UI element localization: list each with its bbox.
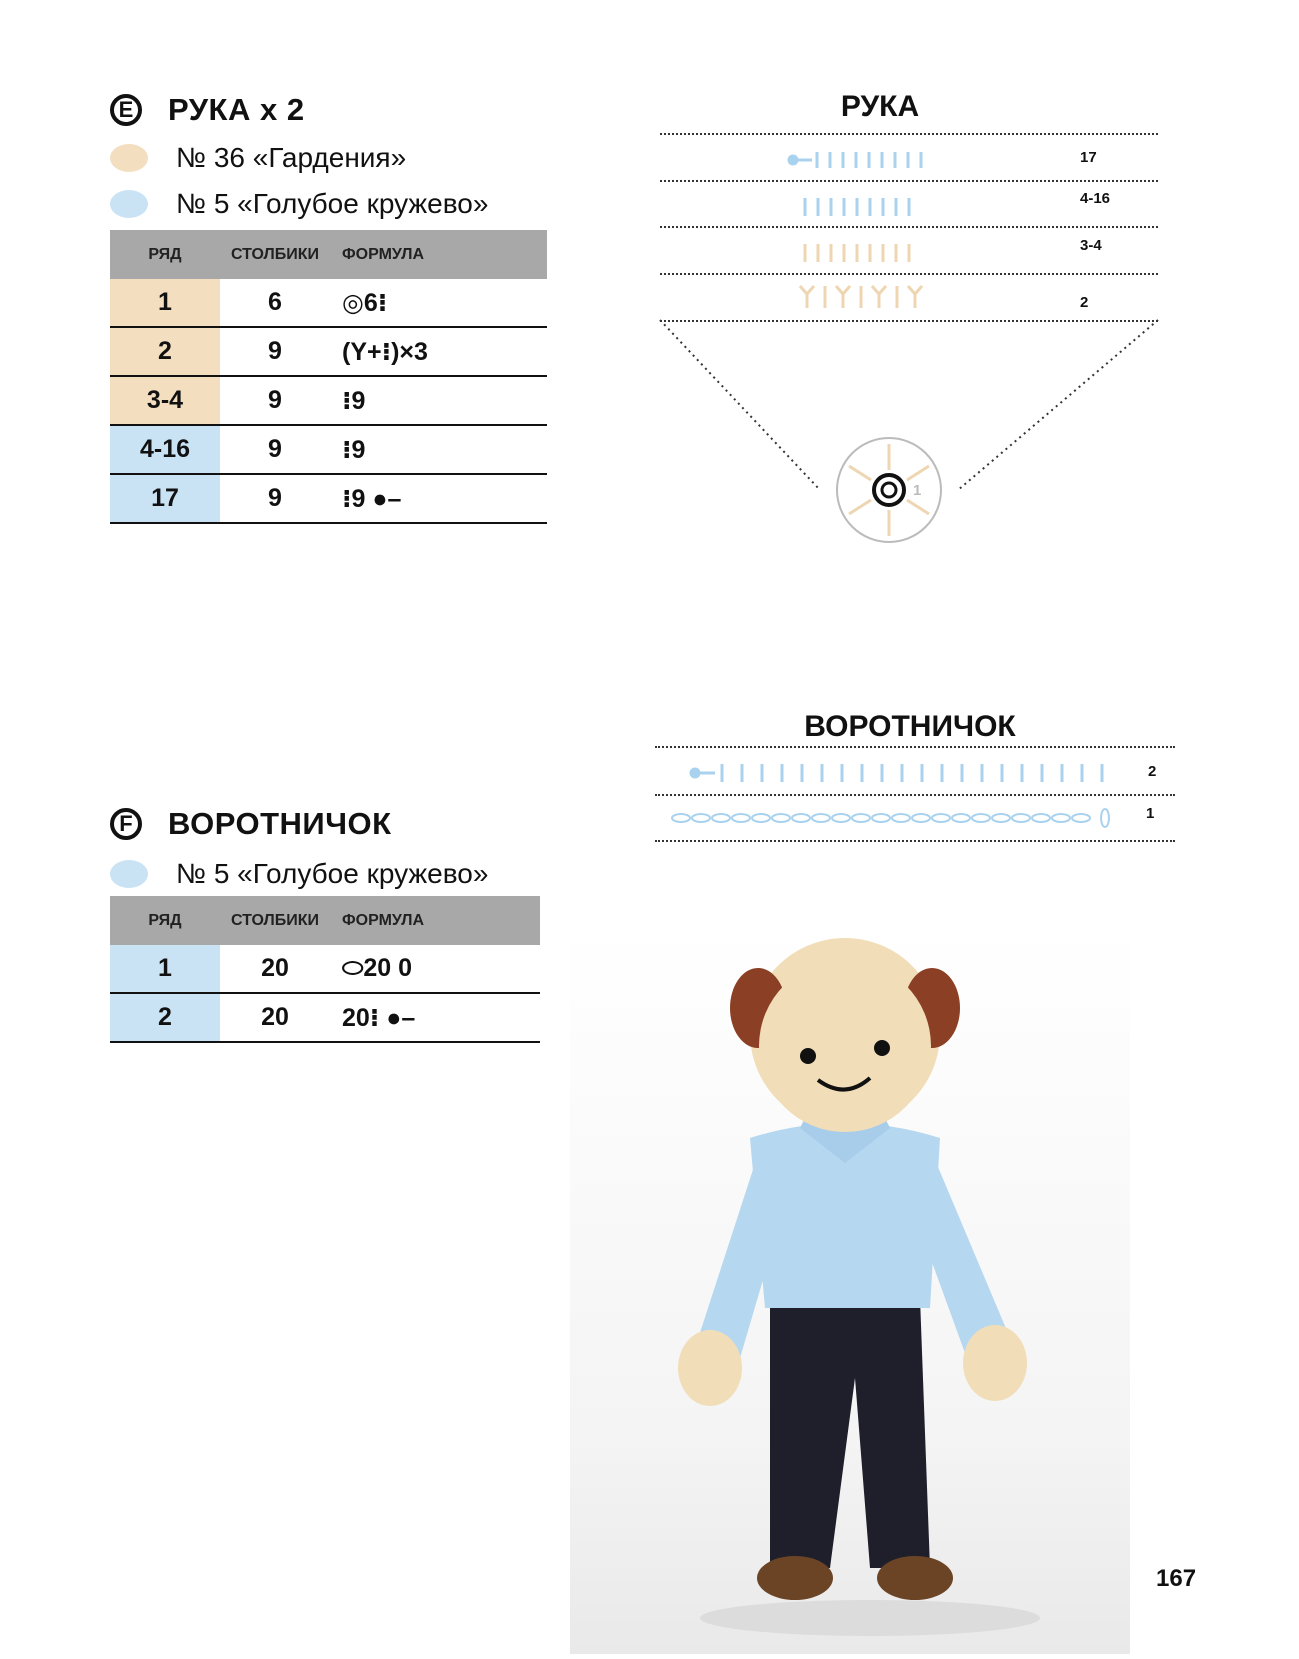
row-number: 1 (110, 279, 220, 327)
col-header-formula: ФОРМУЛА (330, 230, 547, 279)
yarn-blue-lace (110, 858, 488, 890)
table-header-row (110, 896, 540, 945)
dotted-divider (655, 840, 1175, 842)
yarn-swatch-blue (110, 190, 148, 218)
collar-pattern-table (110, 896, 540, 1043)
row-number: 1 (110, 945, 220, 993)
section-e-badge: E (110, 94, 142, 126)
stitch-count: 9 (220, 376, 330, 425)
table-header-row (110, 230, 547, 279)
page-number: 167 (1156, 1565, 1197, 1592)
yarn-label: № 36 «Гардения» (176, 142, 407, 173)
formula: ⁝9 ●– (330, 474, 547, 523)
arm-diagram-triangle (660, 320, 1158, 490)
dotted-divider (660, 133, 1158, 135)
formula: ⬭20 0 (330, 945, 540, 993)
arm-row-label: 3-4 (1080, 237, 1102, 254)
stitch-row-2 (800, 286, 922, 308)
section-f-title: ВОРОТНИЧОК (168, 806, 392, 841)
section-f-badge: F (110, 808, 142, 840)
stitch-count: 20 (220, 993, 330, 1042)
stitch-count: 6 (220, 279, 330, 327)
row-number: 2 (110, 327, 220, 376)
arm-ring-label: 1 (913, 482, 922, 499)
table-row (110, 425, 547, 474)
table-row (110, 327, 547, 376)
col-header-count: СТОЛБИКИ (220, 896, 330, 945)
table-row (110, 474, 547, 523)
table-row (110, 945, 540, 993)
table-row (110, 993, 540, 1042)
stitch-row-4-16 (805, 198, 909, 216)
row-number: 4-16 (110, 425, 220, 474)
row-number: 3-4 (110, 376, 220, 425)
section-e-header (110, 92, 305, 128)
collar-row-label: 2 (1148, 763, 1157, 780)
dotted-divider (655, 746, 1175, 748)
collar-diagram-title: ВОРОТНИЧОК (804, 710, 1016, 743)
stitch-row-2 (690, 764, 1102, 782)
col-header-count: СТОЛБИКИ (220, 230, 330, 279)
stitch-row-3-4 (805, 244, 909, 262)
section-f-header (110, 806, 392, 842)
collar-stitch-diagram (655, 752, 1135, 836)
col-header-row: РЯД (110, 230, 220, 279)
stitch-row-1-chain (672, 809, 1109, 827)
stitch-count: 9 (220, 474, 330, 523)
arm-row-label: 4-16 (1080, 190, 1111, 207)
yarn-swatch-blue (110, 860, 148, 888)
formula: 20⁝ ●– (330, 993, 540, 1042)
formula: ⁝9 (330, 425, 547, 474)
doll-photo (570, 928, 1130, 1654)
stitch-count: 9 (220, 327, 330, 376)
formula: ◎6⁝ (330, 279, 547, 327)
magic-ring-round (837, 438, 941, 542)
row-number: 17 (110, 474, 220, 523)
collar-row-label: 1 (1146, 805, 1155, 822)
yarn-label: № 5 «Голубое кружево» (176, 858, 489, 889)
yarn-swatch-beige (110, 144, 148, 172)
arm-row-label: 2 (1080, 294, 1089, 311)
yarn-gardenia (110, 142, 406, 174)
col-header-formula: ФОРМУЛА (330, 896, 540, 945)
formula: ⁝9 (330, 376, 547, 425)
section-e-title: РУКА х 2 (168, 92, 305, 127)
stitch-count: 9 (220, 425, 330, 474)
row-number: 2 (110, 993, 220, 1042)
arm-diagram-title: РУКА (840, 90, 920, 123)
crocheted-doll-illustration (570, 928, 1130, 1654)
arm-pattern-table (110, 230, 547, 524)
formula: (Y+⁝)×3 (330, 327, 547, 376)
stitch-row-17 (788, 152, 921, 168)
table-row (110, 279, 547, 327)
col-header-row: РЯД (110, 896, 220, 945)
table-row (110, 376, 547, 425)
yarn-label: № 5 «Голубое кружево» (176, 188, 489, 219)
stitch-count: 20 (220, 945, 330, 993)
arm-row-label: 17 (1080, 149, 1097, 166)
yarn-blue-lace (110, 188, 488, 220)
